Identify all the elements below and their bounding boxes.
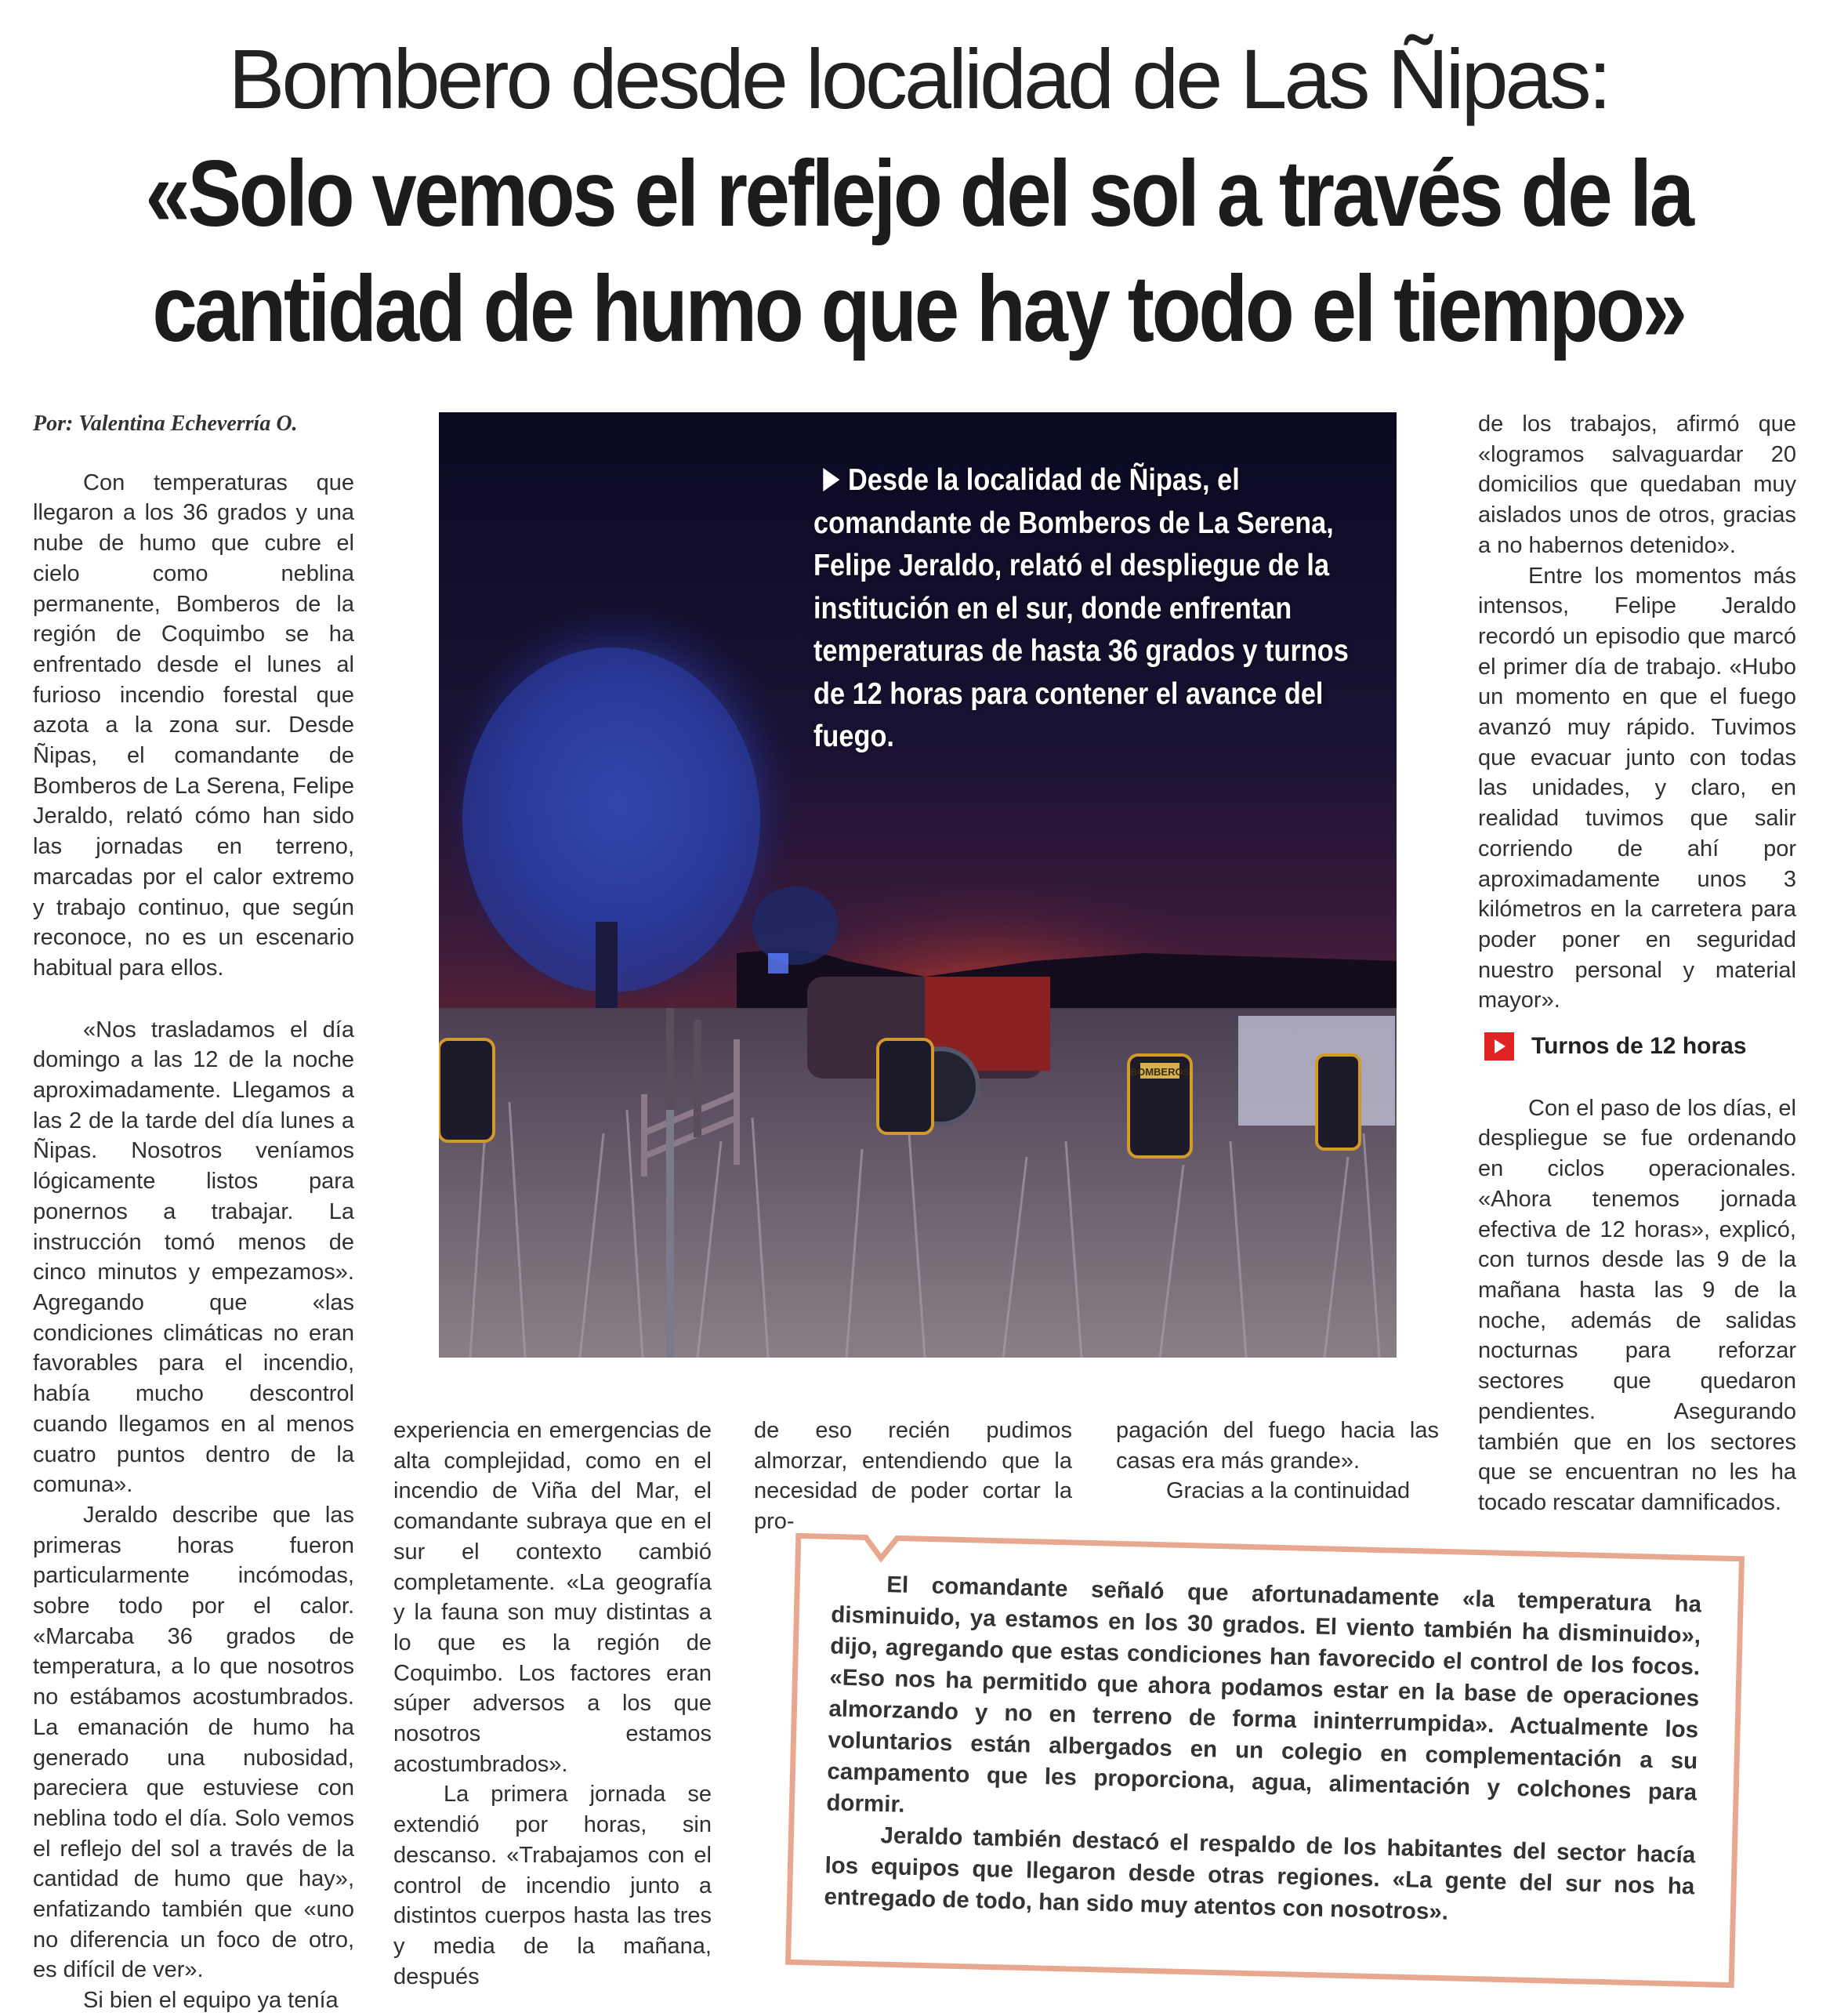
subheading-text: Turnos de 12 horas	[1531, 1033, 1747, 1060]
col1-paragraph-1: Con temperaturas que llegaron a los 36 grados y una nube de humo que cubre el cielo como neblina permanente, Bomberos de la región de Coquimbo se ha enfrentado desde el lunes al furioso incendio forestal que azota a la zona sur. Desde Ñipas, el comandante de Bomberos de La Serena, Felipe Jeraldo, relató cómo han sido las jornadas en terreno, marcadas por el calor extremo y trabajo continuo, que según reconoce, no es un escenario habitual para ellos.	[33, 470, 354, 981]
fire-scene-photo	[439, 412, 1397, 1358]
byline: Por: Valentina Echeverría O.	[33, 412, 298, 436]
callout-paragraph-1: El comandante señaló que afortunadamente «la temperatura ha disminuido, ya estamos en los 30 grados. El viento también ha disminuido», dijo, agregando que estas condiciones han favorecido el control de los focos. «Eso nos ha permitido que ahora podamos estar en la base de operaciones almorzando y no en terreno de forma ininterrumpida». Actualmente los voluntarios están albergados en un colegio en complementación a su campamento que les proporciona, agua, alimentación y colchones para dormir.	[826, 1572, 1702, 1818]
vest-text: BOMBEROS	[1129, 1066, 1190, 1078]
col5-paragraph-1: de los trabajos, afirmó que «logramos salvaguardar 20 domicilios que quedaban muy aislados unos de otros, gracias a no habernos detenido».	[1478, 412, 1796, 558]
play-icon	[1484, 1032, 1514, 1061]
col1-paragraph-2: «Nos trasladamos el día domingo a las 12 de la noche aproximadamente. Llegamos a las 2 de la tarde del día lunes a Ñipas. Nosotros veníamos lógicamente listos para ponernos a trabajar. La instrucción tomó menos de cinco minutos y empezamos». Agregando que «las condiciones climáticas no eran favorables para el incendio, había mucho descontrol cuando llegamos en al menos cuatro puntos dentro de la comuna».	[33, 1017, 354, 1498]
col4-paragraph-1: pagación del fuego hacia las casas era más grande».	[1116, 1418, 1439, 1474]
callout-box	[783, 1529, 1746, 1992]
photo-caption-text: Desde la localidad de Ñipas, el comandante de Bomberos de La Serena, Felipe Jeraldo, relató el despliegue de la institución en el sur, donde enfrentan temperaturas de hasta 36 grados y turnos de 12 horas para contener el avance del fuego.	[813, 463, 1349, 753]
headline-quote-line1: «Solo vemos el reflejo del sol a través de la	[145, 141, 1692, 246]
headline-kicker: Bombero desde localidad de Las Ñipas:	[228, 31, 1609, 126]
col3-paragraph-1: de eso recién pudimos almorzar, entendiendo que la necesidad de poder cortar la pro-	[754, 1418, 1072, 1535]
col1-paragraph-3: Jeraldo describe que las primeras horas fueron particularmente incómodas, sobre todo por el calor. «Marcaba 36 grados de temperatura, a lo que nosotros no estábamos acostumbrados. La emanación de humo ha generado una nubosidad, pareciera que estuviese con neblina todo el día. Solo vemos el reflejo del sol a través de la cantidad de humo que hay», enfatizando también que «uno no diferencia un foco de otro, es difícil de ver».	[33, 1502, 354, 1983]
callout-paragraph-2: Jeraldo también destacó el respaldo de los habitantes del sector hacía los equipos que llegaron desde otras regiones. «La gente del sur nos ha entregado de todo, han sido muy atentos con nosotros».	[824, 1822, 1696, 1925]
callout-text	[824, 1568, 1701, 1934]
headline-quote-line2: cantidad de humo que hay todo el tiempo»	[152, 256, 1685, 361]
subheading-turnos	[1484, 1032, 1796, 1062]
col1-paragraph-4: Si bien el equipo ya tenía	[83, 1988, 339, 2014]
article-column-3	[754, 1416, 1072, 1537]
col5-paragraph-3: Con el paso de los días, el despliegue se fue ordenando en ciclos operacionales. «Ahora tenemos jornada efectiva de 12 horas», explicó, con turnos desde las 9 de la mañana hasta las 9 de la noche, además de salidas nocturnas para reforzar sectores que quedaron pendientes. Asegurando también que en los sectores que se encuentran no les ha tocado rescatar damnificados.	[1478, 1095, 1796, 1515]
article-column-5	[1478, 409, 1796, 1518]
col2-paragraph-2: La primera jornada se extendió por horas, sin descanso. «Trabajamos con el control de incendio junto a distintos cuerpos hasta las tres y media de la mañana, después	[393, 1782, 712, 1989]
col5-paragraph-2: Entre los momentos más intensos, Felipe Jeraldo recordó un episodio que marcó el primer día de trabajo. «Hubo un momento en que el fuego avanzó muy rápido. Tuvimos que evacuar junto con todas las unidades, y claro, en realidad tuvimos que salir corriendo de ahí por aproximadamente unos 3 kilómetros en la carretera para poder poner en seguridad nuestro personal y material mayor».	[1478, 563, 1796, 1013]
play-triangle-icon	[823, 468, 839, 491]
photo-caption	[813, 459, 1365, 759]
article-column-1	[33, 409, 354, 2016]
article-column-4	[1116, 1416, 1439, 1507]
col4-paragraph-2: Gracias a la continuidad	[1166, 1478, 1411, 1504]
col2-paragraph-1: experiencia en emergencias de alta complejidad, como en el incendio de Viña del Mar, el comandante subraya que en el sur el contexto cambió completamente. «La geografía y la fauna son muy distintas a lo que es la región de Coquimbo. Los factores eran súper adversos a los que nosotros estamos acostumbrados».	[393, 1418, 712, 1777]
article-column-2	[393, 1416, 712, 1992]
